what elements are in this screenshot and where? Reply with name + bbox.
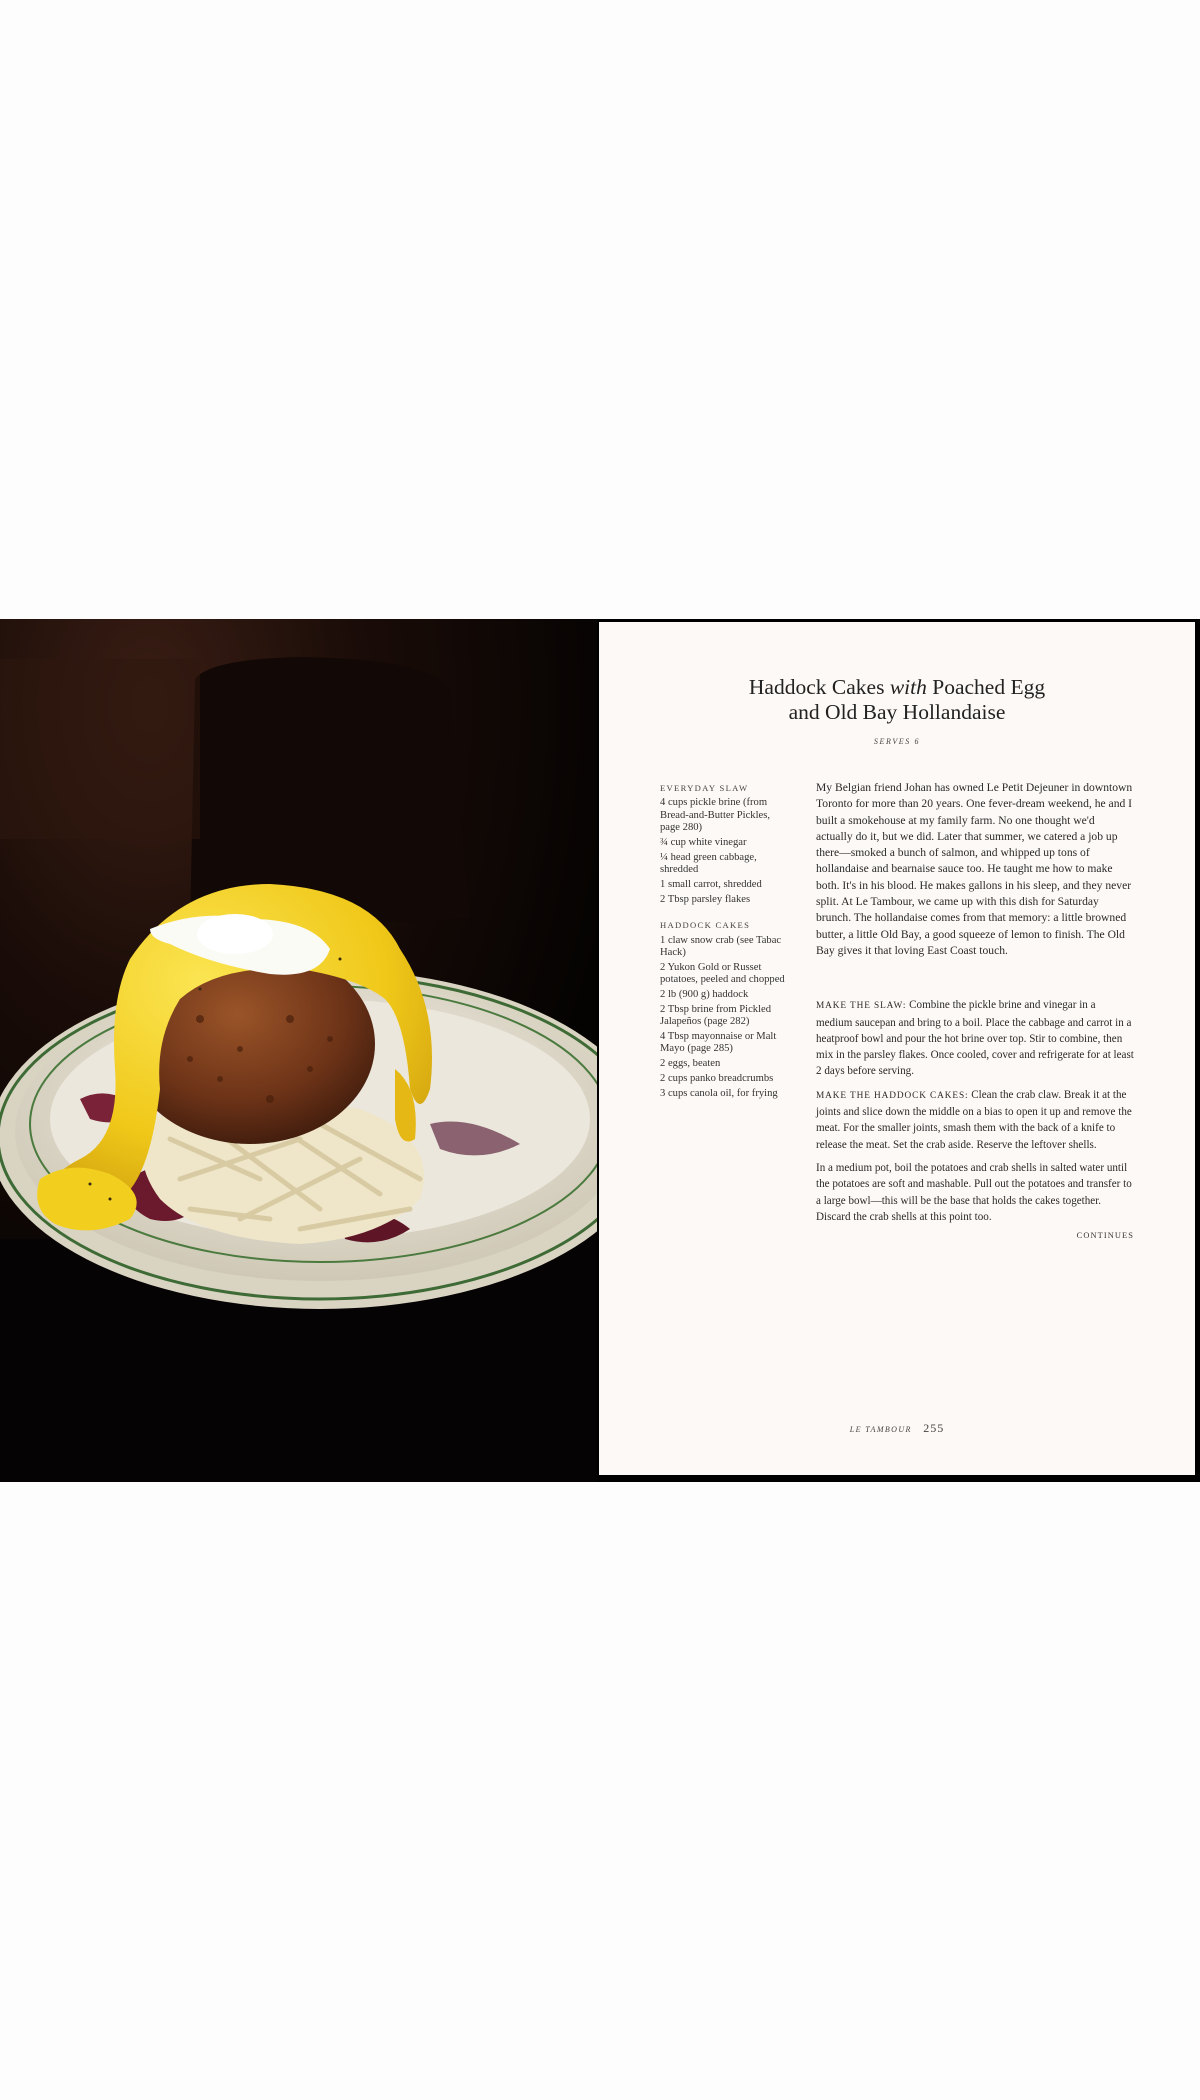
intro-paragraph: My Belgian friend Johan has owned Le Petit Dejeuner in downtown Toronto for more than 20 years. One fever-dream weekend, he and I built a smokehouse at my family farm. No one thought we'd actually do it, but we did. Later that summer, we catered a job up there—smoked a bunch of salmon, and whipped up tons of hollandaise and bearnaise sauce too. He taught me how to make both. It's in his blood. He makes gallons in his sleep, and they never split. At Le Tambour, we came up with this dish for Saturday brunch. The hollandaise comes from that memory: a little browned butter, a little Old Bay, a good squeeze of lemon to finish. The Old Bay gives it that loving East Coast touch. bbox=[816, 781, 1133, 957]
ingredient-item: 2 Tbsp brine from Pickled Jalapeños (page 282) bbox=[660, 1003, 772, 1028]
ingredient-item: 2 lb (900 g) haddock bbox=[660, 989, 749, 1001]
ingredient-item: 4 cups pickle brine (from Bread-and-Butter Pickles, page 280) bbox=[660, 797, 771, 834]
slaw-heading: EVERYDAY SLAW bbox=[660, 783, 749, 793]
dish-photo bbox=[0, 619, 597, 1482]
recipe-title bbox=[599, 675, 1195, 725]
continues-label: CONTINUES bbox=[1076, 1231, 1134, 1241]
ingredient-item: 2 eggs, beaten bbox=[660, 1058, 721, 1070]
cakes-step-text: Clean the crab claw. Break it at the joints and slice down the middle on a bias to open it up and remove the meat. For the smaller joints, smash them with the back of a knife to release the meat. Set the crab aside. Reserve the leftover shells. bbox=[816, 1088, 1132, 1151]
title-part1: Haddock Cakes bbox=[748, 675, 885, 699]
page-footer bbox=[599, 1421, 1195, 1436]
ingredient-item: ¼ head green cabbage, shredded bbox=[660, 851, 757, 876]
title-line2: and Old Bay Hollandaise bbox=[788, 700, 1006, 724]
cakes-step-label: MAKE THE HADDOCK CAKES: bbox=[816, 1090, 969, 1101]
haddock-cake-photo-illustration bbox=[0, 619, 597, 1482]
page-number: 255 bbox=[923, 1421, 945, 1435]
cakes-step bbox=[816, 1087, 1134, 1153]
ingredient-item: 2 cups panko breadcrumbs bbox=[660, 1073, 774, 1085]
cakes-heading: HADDOCK CAKES bbox=[660, 920, 751, 931]
book-spread bbox=[0, 619, 1200, 1482]
slaw-step-text: Combine the pickle brine and vinegar in a medium saucepan and bring to a boil. Place the cabbage and carrot in a heatproof bowl and pour the hot brine over top. Stir to combine, then mix in the parsley flakes. Once cooled, cover and refrigerate for at least 2 days before serving. bbox=[816, 999, 1134, 1078]
potato-step: In a medium pot, boil the potatoes and crab shells in salted water until the potatoes are soft and mashable. Pull out the potatoes and transfer to a large bowl—this will be the base that holds the cakes together. Discard the crab shells at this point too. bbox=[816, 1161, 1132, 1223]
slaw-step-label: MAKE THE SLAW: bbox=[816, 1001, 907, 1012]
ingredient-item: 3 cups canola oil, for frying bbox=[660, 1087, 778, 1099]
method-column bbox=[816, 780, 1134, 1244]
slaw-ingredients bbox=[660, 782, 790, 906]
ingredient-item: 4 Tbsp mayonnaise or Malt Mayo (page 285) bbox=[660, 1031, 777, 1055]
serves-label: SERVES 6 bbox=[873, 737, 921, 746]
cakes-ingredients bbox=[660, 919, 790, 1100]
title-part2: Poached Egg bbox=[932, 675, 1046, 699]
ingredient-item: 2 Tbsp parsley flakes bbox=[660, 893, 751, 905]
title-with: with bbox=[889, 675, 927, 699]
ingredient-item: 1 small carrot, shredded bbox=[660, 879, 762, 891]
ingredient-item: 1 claw snow crab (see Tabac Hack) bbox=[660, 934, 782, 959]
ingredients-column bbox=[660, 782, 790, 1113]
ingredient-item: ¾ cup white vinegar bbox=[660, 837, 747, 849]
slaw-step bbox=[816, 997, 1134, 1079]
book-title: LE TAMBOUR bbox=[849, 1425, 912, 1434]
recipe-page bbox=[599, 622, 1195, 1475]
ingredient-item: 2 Yukon Gold or Russet potatoes, peeled and chopped bbox=[660, 961, 785, 986]
